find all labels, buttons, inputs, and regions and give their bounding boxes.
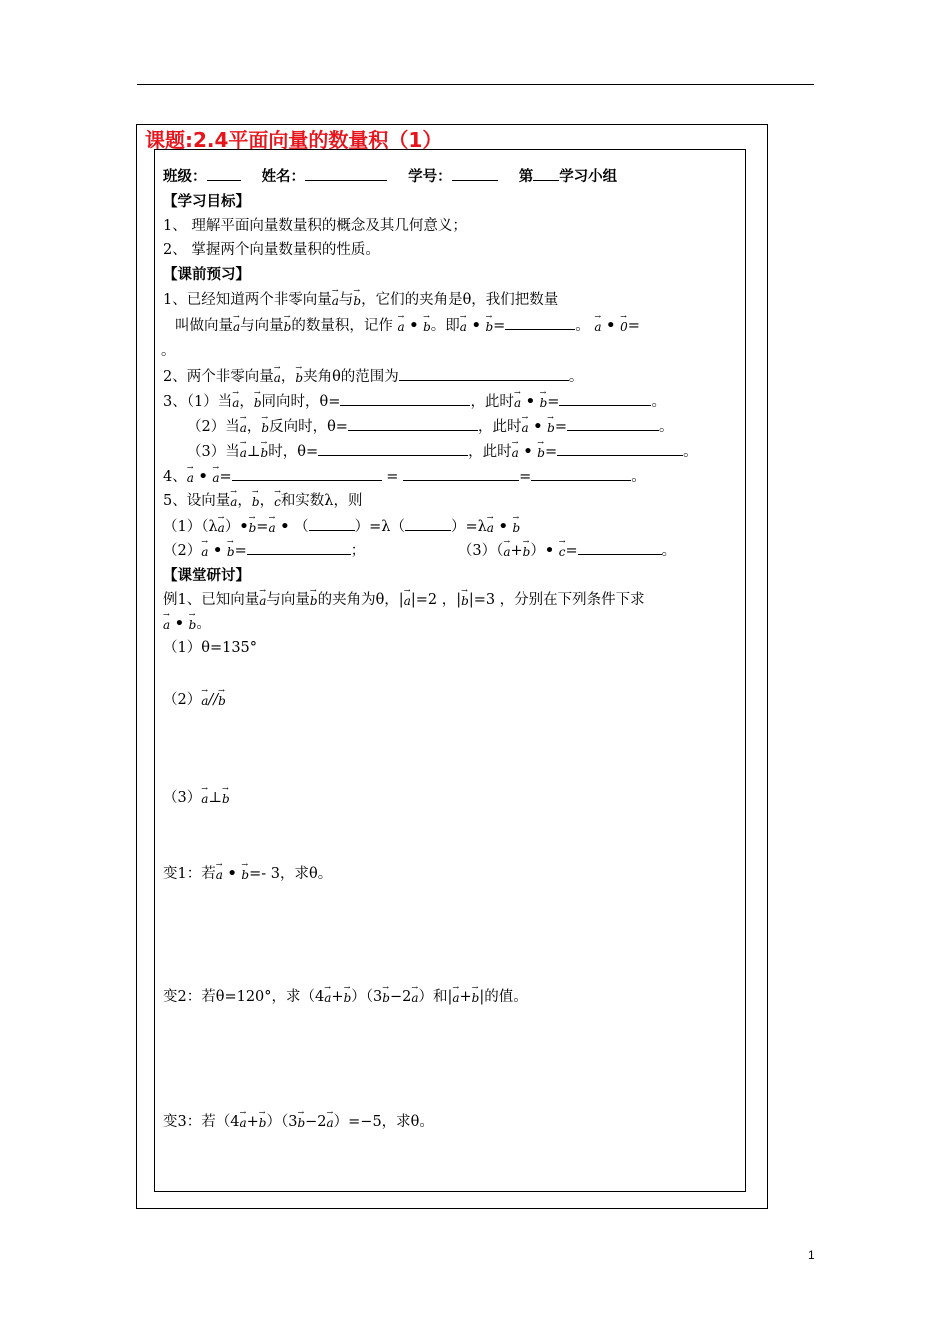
student-id-label: 学号：	[408, 169, 452, 185]
class-label: 班级：	[163, 169, 207, 185]
goal-item-2: 2、 掌握两个向量数量积的性质。	[163, 242, 380, 258]
case-3: （3）→ a⊥→ b	[163, 788, 230, 808]
blank-angle-range[interactable]	[399, 366, 569, 381]
blank-q4-2[interactable]	[403, 466, 519, 481]
name-label: 姓名：	[261, 169, 306, 185]
case-2: （2）→ a//→ b	[163, 690, 226, 710]
vector-b: → b	[353, 290, 361, 308]
case-1: （1）θ=135°	[163, 640, 258, 656]
preview-q1-line1: 1、已经知道两个非零向量→ a与→ b，它们的夹角是θ，我们把数量	[163, 290, 558, 310]
group-label-pre: 第	[518, 169, 534, 185]
blank-q4-3[interactable]	[531, 466, 631, 481]
preview-q4: 4、→ a • → a= = = 。	[163, 466, 646, 487]
variation-1: 变1：若→ a • → b=- 3，求θ。	[163, 864, 332, 884]
blank-q3-3-theta[interactable]	[318, 441, 468, 456]
page-title: 课题:2.4平面向量的数量积（1）	[145, 128, 443, 152]
blank-q4-1[interactable]	[232, 466, 382, 481]
blank-q3-2-theta[interactable]	[348, 416, 478, 431]
blank-q3-1-theta[interactable]	[340, 391, 470, 406]
blank-q5-1a[interactable]	[309, 516, 355, 531]
preview-q5-2-3: （2）→ a • → b= ； （3）（→ a+→ b）• → c= 。	[163, 540, 676, 561]
preview-q3-3: （3）当→ a⊥→ b时，θ= ，此时→ a • → b= 。	[187, 441, 698, 462]
blank-q5-2[interactable]	[247, 540, 351, 555]
preview-q3-1: 3、（1）当→ a，→ b同向时，θ= ，此时→ a • → b= 。	[163, 391, 666, 412]
preview-q1-line3: 。	[161, 343, 176, 359]
class-blank[interactable]	[207, 166, 241, 181]
preview-q1-line2: 叫做向量→ a与向量→ b的数量积，记作 → a • → b。即→ a • → b= 。 → a • → 0=	[175, 315, 640, 336]
group-blank[interactable]	[533, 166, 559, 181]
blank-q1-dot[interactable]	[505, 315, 575, 330]
blank-q3-1-dot[interactable]	[559, 391, 651, 406]
preview-heading: 【课前预习】	[163, 267, 250, 283]
preview-q5: 5、设向量→ a，→ b，→ c和实数λ，则	[163, 491, 363, 511]
preview-q5-1: （1）（λ→ a）•→ b=→ a • （ ）=λ（ ）=λ→ a • → b	[163, 516, 520, 537]
goal-item-1: 1、 理解平面向量数量积的概念及其几何意义；	[163, 218, 467, 234]
blank-q3-3-dot[interactable]	[557, 441, 683, 456]
variation-2: 变2：若θ=120°，求（4→ a+→ b）（3→ b−2→ a）和|→ a+→ b|的值。	[163, 987, 528, 1007]
group-label-post: 学习小组	[559, 169, 618, 185]
name-blank[interactable]	[305, 166, 387, 181]
variation-3: 变3：若（4→ a+→ b）（3→ b−2→ a）=−5，求θ。	[163, 1112, 434, 1132]
header-rule	[137, 84, 814, 85]
student-id-blank[interactable]	[452, 166, 498, 181]
blank-q5-1b[interactable]	[405, 516, 451, 531]
example-1-line2: → a • → b。	[163, 614, 211, 634]
vector-a: → a	[332, 290, 339, 308]
example-1-line1: 例1、已知向量→ a与向量→ b的夹角为θ，|→ a|=2 ，|→ b|=3 ，分别在下列条件下求	[163, 590, 645, 610]
blank-q5-3[interactable]	[578, 540, 662, 555]
student-info-row	[163, 166, 617, 187]
preview-q2: 2、两个非零向量→ a，→ b夹角θ的范围为 。	[163, 366, 583, 387]
preview-q3-2: （2）当→ a，→ b反向时，θ= ，此时→ a • → b= 。	[187, 416, 673, 437]
page-number: 1	[808, 1248, 815, 1262]
blank-q3-2-dot[interactable]	[567, 416, 659, 431]
goals-heading: 【学习目标】	[163, 194, 250, 210]
class-study-heading: 【课堂研讨】	[163, 568, 250, 584]
